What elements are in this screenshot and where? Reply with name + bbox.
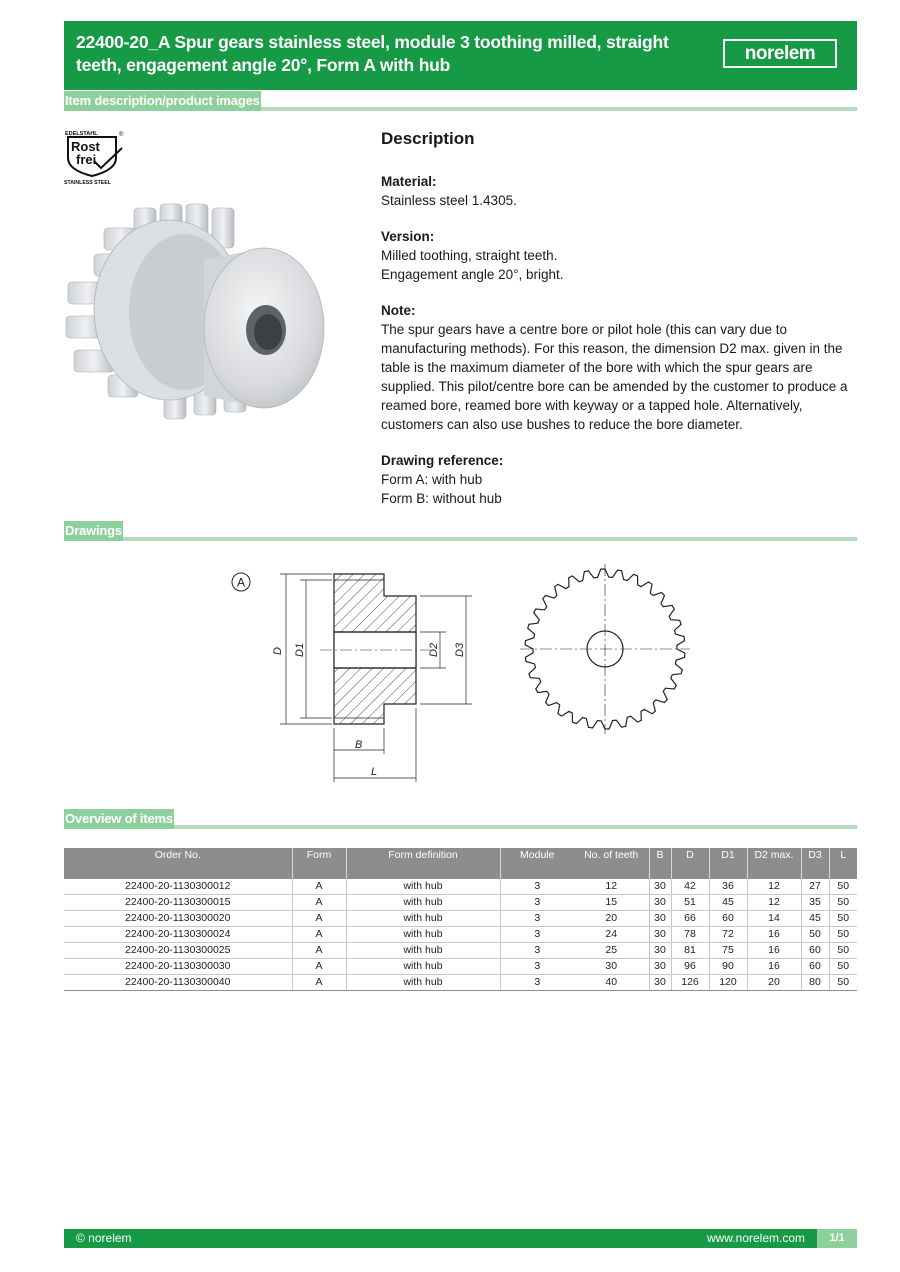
cell-d2: 16 [747,959,801,975]
logo-text: norelem [744,42,816,64]
cell-d1: 72 [709,927,747,943]
col-b: B [649,848,671,879]
items-table [64,848,857,991]
table-row [64,975,857,991]
form-marker-label: A [236,575,246,590]
version-line1: Milled toothing, straight teeth. [381,248,558,263]
drawing-reference-block [381,451,861,508]
cell-order-no: 22400-20-1130300024 [64,927,292,943]
cell-d1: 90 [709,959,747,975]
cell-form-definition: with hub [346,911,500,927]
cell-d2: 14 [747,911,801,927]
cell-module: 3 [500,895,574,911]
footer-copyright: © norelem [76,1231,132,1245]
col-d1: D1 [709,848,747,879]
cell-form-definition: with hub [346,975,500,991]
cell-l: 50 [829,895,857,911]
cell-form: A [292,959,346,975]
badge-line1: Rost [71,139,100,154]
col-form: Form [292,848,346,879]
dim-label-L: L [371,766,378,778]
cell-teeth: 12 [574,879,649,895]
cell-module: 3 [500,879,574,895]
cell-l: 50 [829,943,857,959]
version-label: Version: [381,229,435,244]
cell-module: 3 [500,959,574,975]
cell-teeth: 24 [574,927,649,943]
cell-form: A [292,943,346,959]
cell-form-definition: with hub [346,943,500,959]
note-label: Note: [381,303,416,318]
cell-d: 66 [671,911,709,927]
material-text: Stainless steel 1.4305. [381,193,517,208]
dim-label-D: D [272,647,284,655]
cell-l: 50 [829,975,857,991]
section-title: Overview of items [64,809,174,829]
table-row [64,911,857,927]
table-row [64,879,857,895]
cell-d2: 16 [747,943,801,959]
description-heading: Description [381,129,475,148]
col-teeth: No. of teeth [584,849,639,861]
col-d: D [671,848,709,879]
cell-form-definition: with hub [346,959,500,975]
cell-d1: 45 [709,895,747,911]
col-order-no: Order No. [154,849,201,861]
cell-l: 50 [829,927,857,943]
table-row [64,927,857,943]
cell-form: A [292,911,346,927]
badge-top-text: EDELSTAHL [65,131,98,137]
cell-d2: 20 [747,975,801,991]
dim-label-B: B [355,739,363,751]
section-drawings [64,521,857,541]
norelem-logo [723,39,837,68]
cell-b: 30 [649,943,671,959]
note-block [381,301,861,434]
cell-teeth: 25 [574,943,649,959]
section-divider [64,537,857,541]
cell-d1: 75 [709,943,747,959]
table-row [64,895,857,911]
material-block [381,172,861,210]
dim-label-D3: D3 [454,642,466,657]
cell-module: 3 [500,927,574,943]
drawing-reference-line1: Form A: with hub [381,472,483,487]
cell-d: 78 [671,927,709,943]
items-table-wrap [64,848,857,991]
col-d3: D3 [801,848,829,879]
cell-order-no: 22400-20-1130300025 [64,943,292,959]
cell-d: 42 [671,879,709,895]
table-row [64,943,857,959]
cell-d3: 80 [801,975,829,991]
page-footer [64,1229,857,1248]
cell-b: 30 [649,959,671,975]
cell-b: 30 [649,927,671,943]
cell-d3: 60 [801,959,829,975]
table-row [64,959,857,975]
section-divider [64,825,857,829]
cell-d2: 12 [747,895,801,911]
technical-drawing [220,560,700,790]
badge-line2: frei [76,152,97,167]
cell-d3: 27 [801,879,829,895]
cell-d: 126 [671,975,709,991]
cell-form: A [292,975,346,991]
cell-d2: 12 [747,879,801,895]
col-l: L [829,848,857,879]
page-header [64,21,857,90]
cell-form-definition: with hub [346,895,500,911]
cell-d: 51 [671,895,709,911]
badge-bottom-text: STAINLESS STEEL [64,180,111,186]
material-label: Material: [381,174,437,189]
cell-b: 30 [649,895,671,911]
cell-form: A [292,879,346,895]
cell-order-no: 22400-20-1130300040 [64,975,292,991]
cell-d3: 60 [801,943,829,959]
cell-form-definition: with hub [346,879,500,895]
dim-label-D2: D2 [428,642,440,657]
version-line2: Engagement angle 20°, bright. [381,267,564,282]
cell-order-no: 22400-20-1130300015 [64,895,292,911]
cell-teeth: 20 [574,911,649,927]
cell-form-definition: with hub [346,927,500,943]
cell-d1: 60 [709,911,747,927]
badge-registered: ® [119,132,124,138]
cell-order-no: 22400-20-1130300030 [64,959,292,975]
cell-teeth: 30 [574,959,649,975]
page-title: 22400-20_A Spur gears stainless steel, module 3 toothing milled, straight teeth, engagement angle 20°, Form A with hub [76,32,669,75]
stainless-steel-badge [64,128,126,186]
col-module: Module [500,848,574,879]
cell-teeth: 15 [574,895,649,911]
cell-d2: 16 [747,927,801,943]
version-block [381,227,861,284]
page-number: 1/1 [817,1229,857,1248]
cell-d1: 36 [709,879,747,895]
cell-d3: 35 [801,895,829,911]
col-form-definition: Form definition [346,848,500,879]
section-title: Item description/product images [64,91,261,111]
description-panel [381,128,861,525]
cell-d3: 50 [801,927,829,943]
cell-l: 50 [829,879,857,895]
cell-b: 30 [649,975,671,991]
cell-l: 50 [829,959,857,975]
section-title: Drawings [64,521,123,541]
section-overview [64,809,857,829]
cell-d1: 120 [709,975,747,991]
cell-form: A [292,895,346,911]
drawing-reference-label: Drawing reference: [381,453,504,468]
footer-url[interactable]: www.norelem.com [706,1231,805,1245]
dim-label-D1: D1 [294,642,306,657]
cell-d3: 45 [801,911,829,927]
cell-module: 3 [500,975,574,991]
cell-teeth: 40 [574,975,649,991]
section-item-description [64,91,857,111]
cell-d: 96 [671,959,709,975]
cell-module: 3 [500,943,574,959]
cell-module: 3 [500,911,574,927]
cell-order-no: 22400-20-1130300012 [64,879,292,895]
section-view [320,574,430,724]
form-marker [232,573,250,591]
cell-l: 50 [829,911,857,927]
note-text: The spur gears have a centre bore or pilot hole (this can vary due to manufacturing methods). For this reason, the dimension D2 max. given in the table is the maximum diameter of the bore with which the spur gears are supplied. This pilot/centre bore can be amended by the customer to produce a reamed bore, reamed bore with keyway or a tapped hole. Alternatively, customers can also use bushes to reduce the bore diameter. [381,322,848,432]
drawing-reference-line2: Form B: without hub [381,491,502,506]
front-view [520,564,690,734]
col-d2: D2 max. [747,848,801,879]
cell-b: 30 [649,879,671,895]
cell-form: A [292,927,346,943]
table-header-row [64,848,857,879]
cell-order-no: 22400-20-1130300020 [64,911,292,927]
cell-d: 81 [671,943,709,959]
product-image [64,200,326,425]
cell-b: 30 [649,911,671,927]
